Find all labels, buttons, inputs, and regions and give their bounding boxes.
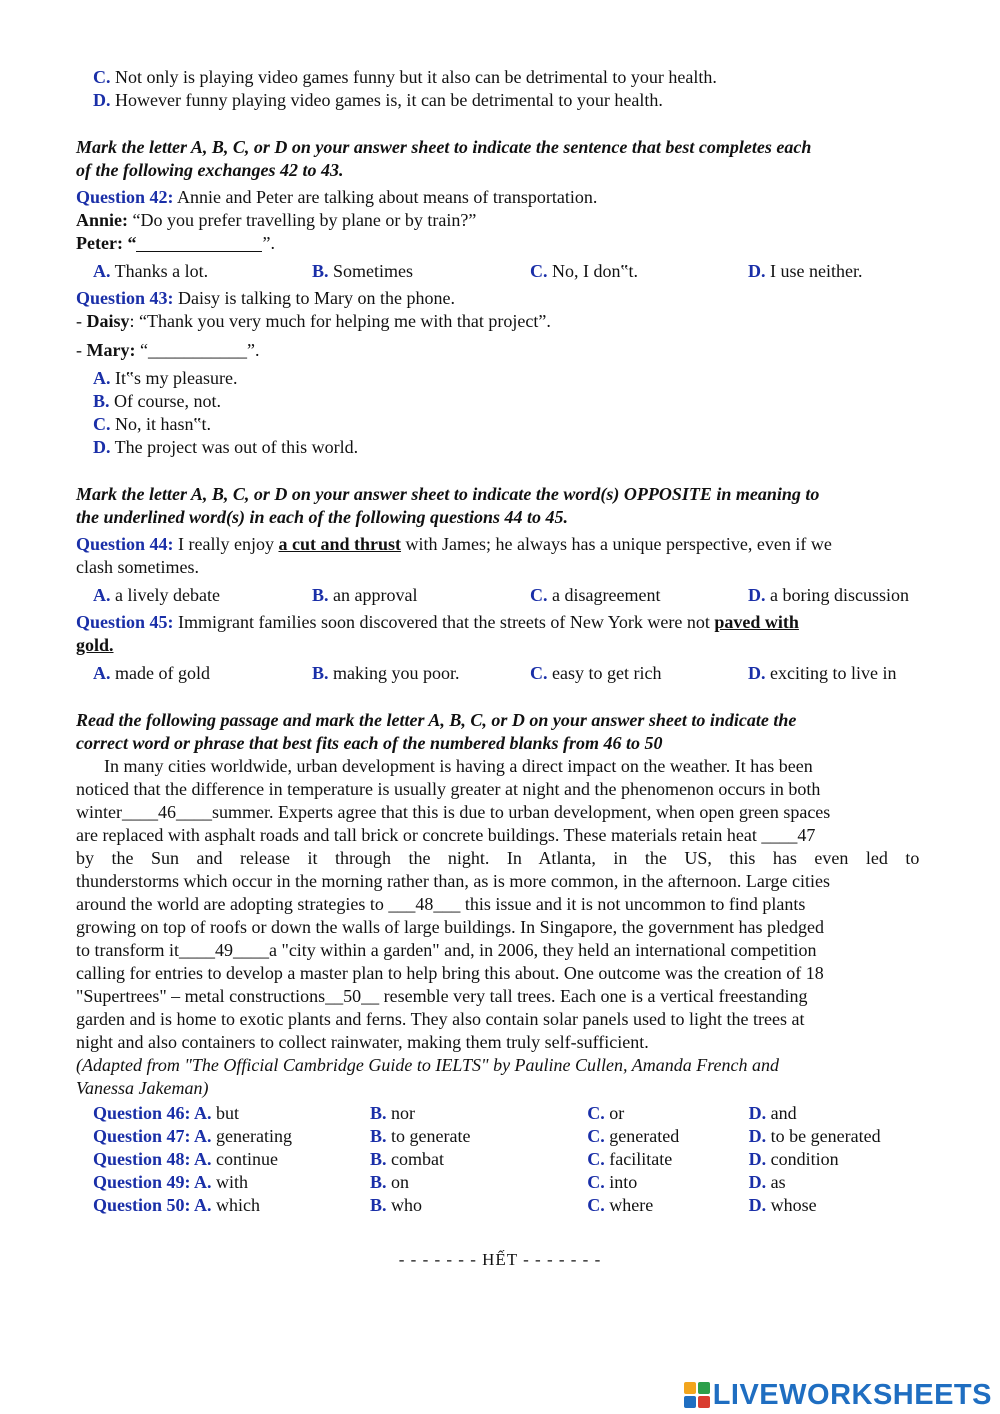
option-line bbox=[76, 89, 938, 112]
option-b[interactable]: B. making you poor. bbox=[312, 663, 460, 683]
question-45: Question 45: Immigrant families soon discovered that the streets of New York were not paved with gold. bbox=[76, 612, 799, 655]
option-c[interactable]: C. easy to get rich bbox=[530, 663, 662, 683]
passage-line: garden and is home to exotic plants and ferns. They also contain solar panels used to light the trees at bbox=[76, 1009, 805, 1029]
option-b[interactable]: B. an approval bbox=[312, 585, 418, 605]
passage-line: "Supertrees" – metal constructions__50__ resemble very tall trees. Each one is a vertical freestanding bbox=[76, 986, 808, 1006]
option-b[interactable]: B. Sometimes bbox=[312, 261, 414, 281]
option-letter: C. bbox=[93, 67, 111, 87]
end-marker: - - - - - - - HẾT - - - - - - - bbox=[398, 1250, 602, 1269]
answer-blank[interactable] bbox=[136, 233, 262, 252]
dialogue-line bbox=[76, 209, 938, 232]
option-c[interactable]: C. No, I don‟t. bbox=[530, 261, 638, 281]
option-a[interactable]: A. a lively debate bbox=[93, 585, 220, 605]
option-b[interactable]: B. on bbox=[370, 1172, 410, 1192]
answer-blank[interactable]: “___________”. bbox=[135, 340, 260, 360]
options-list bbox=[76, 367, 938, 459]
speaker-name: Peter: “ bbox=[76, 233, 137, 253]
question-44: Question 44: I really enjoy a cut and thrust with James; he always has a unique perspective, even if we clash sometimes. bbox=[76, 534, 832, 577]
option-d[interactable]: D. as bbox=[748, 1172, 786, 1192]
option-d[interactable]: D. a boring discussion bbox=[748, 585, 909, 605]
reading-passage bbox=[76, 755, 938, 1054]
option-b[interactable]: B. nor bbox=[370, 1103, 416, 1123]
options-row bbox=[76, 579, 938, 607]
dialogue-line: - Mary: “___________”. bbox=[76, 340, 260, 360]
logo-grid-icon bbox=[684, 1382, 710, 1408]
passage-line: by the Sun and release it through the night. In Atlanta, in the US, this has even led to bbox=[76, 848, 920, 868]
options-row bbox=[76, 657, 938, 685]
option-line bbox=[76, 66, 938, 89]
passage-line: winter____46____summer. Experts agree that this is due to urban development, when open green spaces bbox=[76, 802, 831, 822]
section-instruction: Read the following passage and mark the letter A, B, C, or D on your answer sheet to indicate the correct word or phrase that best fits each of the numbered blanks from 46 to 50 bbox=[76, 710, 797, 753]
option-c[interactable]: C. generated bbox=[587, 1126, 680, 1146]
section-instruction: Mark the letter A, B, C, or D on your answer sheet to indicate the sentence that best completes each of the following exchanges 42 to 43. bbox=[76, 137, 812, 180]
option-a[interactable]: Question 48: A. continue bbox=[93, 1149, 278, 1169]
speaker-name: Daisy bbox=[86, 311, 130, 331]
worksheet-page bbox=[76, 66, 938, 1217]
option-c[interactable]: C. into bbox=[587, 1172, 638, 1192]
answer-options-table bbox=[76, 1102, 938, 1217]
option-b[interactable]: B. combat bbox=[370, 1149, 445, 1169]
question-row bbox=[93, 1194, 938, 1217]
option-a[interactable]: A. Thanks a lot. bbox=[93, 261, 209, 281]
underlined-phrase: gold. bbox=[76, 635, 114, 655]
dialogue-line bbox=[76, 232, 938, 255]
option-c[interactable]: C. facilitate bbox=[587, 1149, 673, 1169]
dialogue-text: : “Thank you very much for helping me with that project”. bbox=[129, 311, 551, 331]
passage-line: noticed that the difference in temperature is usually greater at night and the phenomenon occurs in both bbox=[76, 779, 821, 799]
question-label: Question 43: bbox=[76, 288, 174, 308]
option-a[interactable]: Question 47: A. generating bbox=[93, 1126, 292, 1146]
passage-line: to transform it____49____a "city within a garden" and, in 2006, they held an international competition bbox=[76, 940, 817, 960]
passage-line: thunderstorms which occur in the morning rather than, as is more common, in the afternoon. Large cities bbox=[76, 871, 830, 891]
option-b[interactable]: B. to generate bbox=[370, 1126, 471, 1146]
dialogue-text: “Do you prefer travelling by plane or by train?” bbox=[128, 210, 477, 230]
underlined-phrase: paved with bbox=[714, 612, 799, 632]
option-text: However funny playing video games is, it can be detrimental to your health. bbox=[115, 90, 663, 110]
question-43 bbox=[76, 287, 938, 310]
options-row bbox=[76, 255, 938, 283]
option-a[interactable]: A. made of gold bbox=[93, 663, 210, 683]
passage-line: are replaced with asphalt roads and tall brick or concrete buildings. These materials retain heat ____47 bbox=[76, 825, 816, 845]
option-a[interactable]: Question 50: A. which bbox=[93, 1195, 261, 1215]
option-b[interactable]: B. who bbox=[370, 1195, 423, 1215]
option-d[interactable]: D. condition bbox=[748, 1149, 839, 1169]
question-text: Daisy is talking to Mary on the phone. bbox=[173, 288, 455, 308]
liveworksheets-logo bbox=[684, 1378, 992, 1411]
option-d[interactable]: D. I use neither. bbox=[748, 261, 863, 281]
option-d[interactable]: D. The project was out of this world. bbox=[93, 437, 359, 457]
passage-line: calling for entries to develop a master plan to help bring this about. One outcome was the creation of 18 bbox=[76, 963, 824, 983]
passage-line: night and also containers to collect rainwater, making them truly self-sufficient. bbox=[76, 1032, 649, 1052]
question-row bbox=[93, 1171, 938, 1194]
option-d[interactable]: D. exciting to live in bbox=[748, 663, 897, 683]
question-row bbox=[93, 1148, 938, 1171]
option-d[interactable]: D. and bbox=[748, 1103, 797, 1123]
speaker-name: Mary: bbox=[86, 340, 136, 360]
option-c[interactable]: C. No, it hasn‟t. bbox=[93, 414, 211, 434]
passage-line: growing on top of roofs or down the walls of large buildings. In Singapore, the government has pledged bbox=[76, 917, 825, 937]
question-row bbox=[93, 1125, 938, 1148]
dialogue-text: ”. bbox=[262, 233, 275, 253]
option-text: Not only is playing video games funny but it also can be detrimental to your health. bbox=[115, 67, 717, 87]
question-label: Question 45: bbox=[76, 612, 174, 632]
option-c[interactable]: C. a disagreement bbox=[530, 585, 661, 605]
question-text: Annie and Peter are talking about means of transportation. bbox=[173, 187, 598, 207]
option-d[interactable]: D. to be generated bbox=[748, 1126, 881, 1146]
option-c[interactable]: C. or bbox=[587, 1103, 625, 1123]
question-label: Question 44: bbox=[76, 534, 174, 554]
question-label: Question 42: bbox=[76, 187, 174, 207]
passage-line: In many cities worldwide, urban development is having a direct impact on the weather. It has been bbox=[104, 756, 813, 776]
question-42 bbox=[76, 186, 938, 209]
option-a[interactable]: Question 49: A. with bbox=[93, 1172, 249, 1192]
option-letter: D. bbox=[93, 90, 111, 110]
logo-text: LIVEWORKSHEETS bbox=[712, 1378, 992, 1411]
passage-source: (Adapted from "The Official Cambridge Guide to IELTS" by Pauline Cullen, Amanda French and Vanessa Jakeman) bbox=[76, 1055, 780, 1098]
option-a[interactable]: A. It‟s my pleasure. bbox=[93, 368, 238, 388]
question-row bbox=[93, 1102, 938, 1125]
option-c[interactable]: C. where bbox=[587, 1195, 654, 1215]
option-b[interactable]: B. Of course, not. bbox=[93, 391, 221, 411]
section-instruction: Mark the letter A, B, C, or D on your answer sheet to indicate the word(s) OPPOSITE in meaning to the underlined word(s) in each of the following questions 44 to 45. bbox=[76, 484, 820, 527]
option-a[interactable]: Question 46: A. but bbox=[93, 1103, 240, 1123]
speaker-name: Annie: bbox=[76, 210, 129, 230]
option-d[interactable]: D. whose bbox=[748, 1195, 817, 1215]
passage-line: around the world are adopting strategies to ___48___ this issue and it is not uncommon to find plants bbox=[76, 894, 806, 914]
underlined-phrase: a cut and thrust bbox=[278, 534, 402, 554]
dialogue-line: - Daisy: “Thank you very much for helping me with that project”. bbox=[76, 311, 551, 331]
